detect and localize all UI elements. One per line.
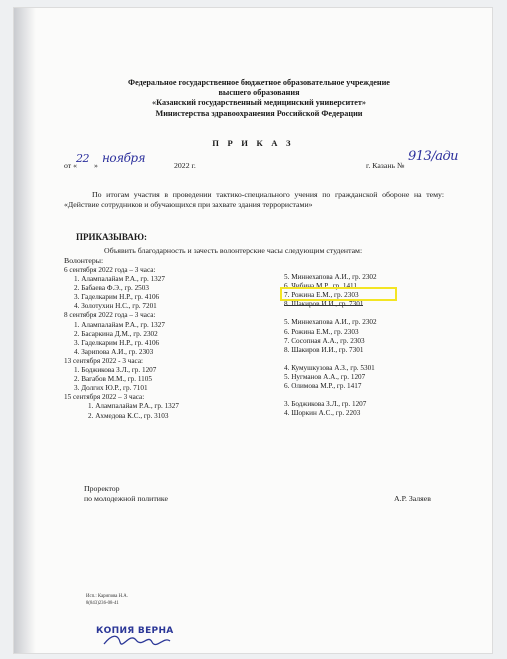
item-text: 6. Рожина Е.М., гр. 2303 — [284, 327, 359, 336]
item-text: 8. Шакиров И.И., гр. 7301 — [284, 345, 364, 354]
volunteers-label: Волонтеры: — [64, 256, 104, 265]
list-item: 2. Вагабов М.М., гр. 1105 — [74, 375, 152, 384]
list-item: 2. Басаркина Д.М., гр. 2302 — [74, 329, 158, 338]
declare-line: Объявить благодарность и зачесть волонтерские часы следующим студентам: — [104, 246, 363, 255]
signatory-role-line-1: Проректор — [84, 484, 120, 493]
intro-paragraph: По итогам участия в проведении тактико-специального учения по гражданской обороне на тему: «Действие сотрудников и обучающихся при захвате здания террористами» — [64, 190, 444, 209]
list-item: 4. Золотухин Н.С., гр. 7201 — [74, 302, 157, 311]
signatory-role-line-2: по молодежной политике — [84, 494, 168, 503]
item-text: 7. Рожина Е.М., гр. 2303 — [284, 291, 359, 300]
item-text: 4. Шоркин А.С., гр. 2203 — [284, 409, 361, 418]
list-item — [284, 391, 377, 400]
list-item — [284, 309, 377, 318]
copy-stamp: КОПИЯ ВЕРНА — [96, 626, 174, 636]
executor-name: Исп.: Карипова Н.А. — [86, 594, 128, 599]
item-text: 5. Миннехапова А.И., гр. 2302 — [284, 318, 377, 327]
volunteers-left-column — [64, 266, 179, 421]
list-item: 1. Алампалайам Р.А., гр. 1327 — [88, 402, 179, 411]
list-item — [284, 382, 377, 391]
scan-edge-shadow — [14, 8, 36, 653]
organization-header — [84, 78, 434, 119]
header-line-2: высшего образования — [218, 88, 300, 98]
item-text: 5. Нугманов А.А., гр. 1207 — [284, 373, 366, 382]
list-item: 2. Ахмедова К.С., гр. 3103 — [88, 411, 169, 420]
document-title: П Р И К А З — [212, 138, 294, 148]
list-item: 1. Боджикова З.Л., гр. 1207 — [74, 366, 157, 375]
item-text: 7. Сосопная А.А., гр. 2303 — [284, 336, 365, 345]
date-group-heading: 13 сентября 2022 - 3 часа: — [64, 356, 144, 365]
list-item: 2. Бабаева Ф.Э., гр. 2503 — [74, 284, 149, 293]
header-line-1: Федеральное государственное бюджетное образовательное учреждение — [128, 78, 390, 87]
header-line-3: «Казанский государственный медицинский университет» — [152, 98, 366, 108]
executor-phone: 8(843)236-08-41 — [86, 601, 119, 606]
list-item — [284, 364, 377, 373]
city-number-label: г. Казань № — [366, 161, 405, 170]
date-group-heading: 15 сентября 2022 – 3 часа: — [64, 393, 145, 402]
stamp-signature-icon — [102, 630, 172, 648]
list-item: 3. Гаделкарим Н.Р., гр. 4106 — [74, 338, 160, 347]
order-heading: ПРИКАЗЫВАЮ: — [76, 232, 147, 242]
signatory-name: А.Р. Заляев — [394, 494, 431, 503]
order-number-handwritten: 913/ади — [408, 149, 459, 164]
struck-item-text: 6. Чибина М.Р., гр. 1411 — [284, 282, 357, 291]
list-item: 4. Зарипова А.И., гр. 2303 — [74, 347, 154, 356]
item-text: 4. Кумушкузова А.З., гр. 5301 — [284, 363, 375, 372]
document-page — [14, 8, 492, 653]
date-prefix: от « — [64, 161, 78, 170]
header-line-4: Министерства здравоохранения Российской Федерации — [155, 108, 363, 118]
date-year: 2022 г. — [174, 161, 196, 170]
list-item — [284, 409, 377, 418]
list-item: 3. Гаделкарим Н.Р., гр. 4106 — [74, 293, 160, 302]
list-item — [284, 355, 377, 364]
list-item — [284, 373, 377, 382]
list-item — [284, 328, 377, 337]
item-text: 3. Боджикова З.Л., гр. 1207 — [284, 400, 367, 409]
highlight-box — [280, 287, 397, 301]
date-group-heading: 6 сентября 2022 года – 3 часа: — [64, 266, 156, 274]
date-day-handwritten: 22 — [76, 152, 89, 165]
list-item — [284, 337, 377, 346]
item-text: 5. Миннехапова А.И., гр. 2302 — [284, 273, 377, 281]
list-item: 1. Алампалайам Р.А., гр. 1327 — [74, 320, 165, 329]
list-item: 1. Алампалайам Р.А., гр. 1327 — [74, 275, 165, 284]
list-item — [284, 273, 377, 282]
list-item — [284, 300, 377, 309]
date-group-heading: 8 сентября 2022 года – 3 часа: — [64, 311, 156, 320]
item-text: 6. Олимова М.Р., гр. 1417 — [284, 382, 362, 391]
list-item — [284, 346, 377, 355]
date-month-handwritten: ноября — [102, 151, 146, 165]
list-item — [284, 400, 377, 409]
list-item — [284, 318, 377, 327]
struck-item-text: 8. Шакиров И.И., гр. 7301 — [284, 300, 364, 309]
list-item: 3. Долгих Ю.Р., гр. 7101 — [74, 384, 148, 393]
date-quote-close: » — [94, 161, 98, 170]
